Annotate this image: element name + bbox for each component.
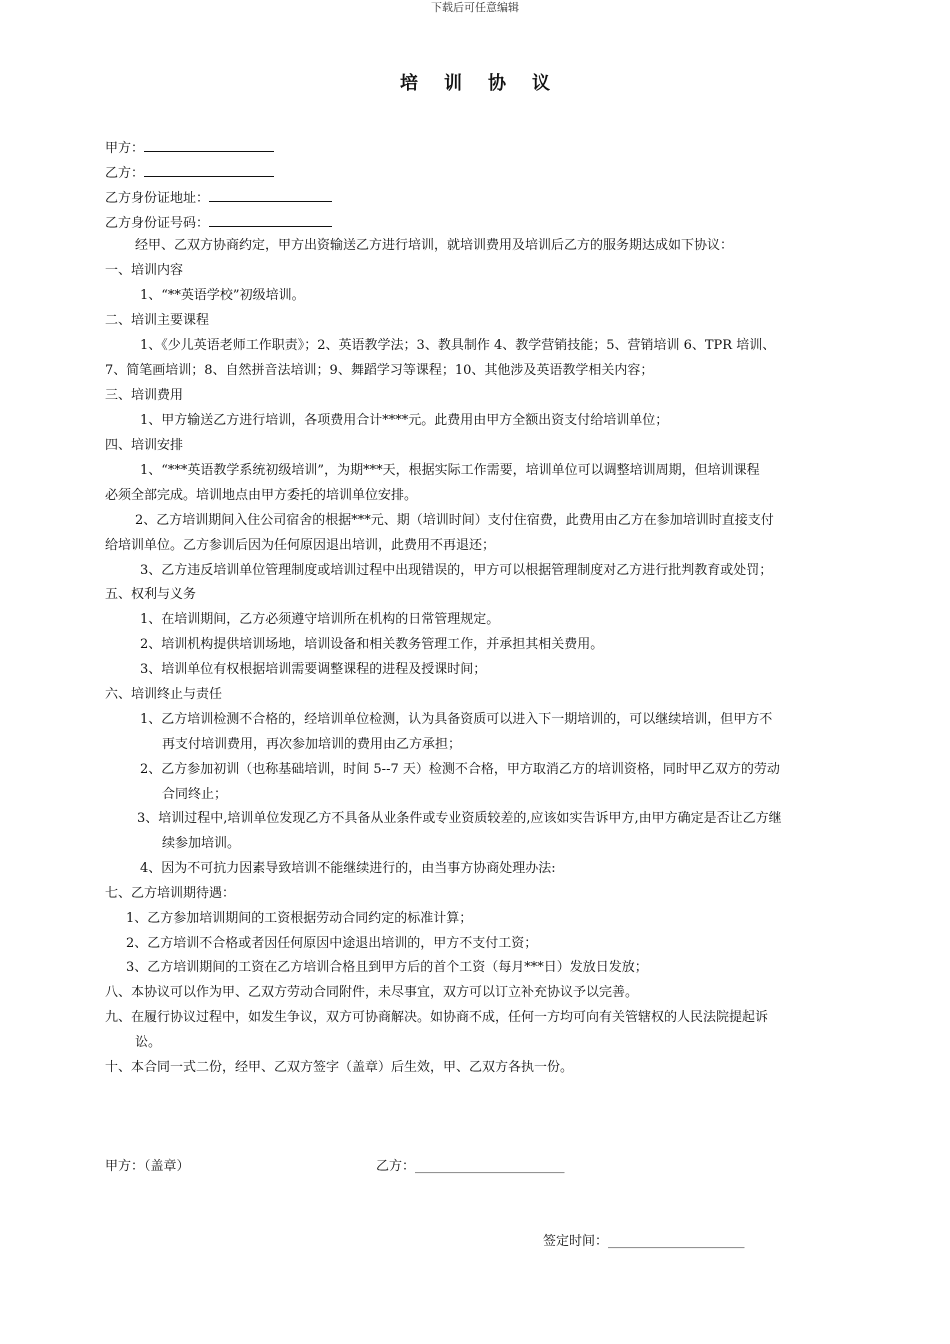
section-3-item-1: 1、甲方输送乙方进行培训，各项费用合计****元。此费用由甲方全额出资支付给培训单位；	[140, 413, 669, 428]
section-2-heading: 二、培训主要课程	[105, 313, 210, 328]
section-1-heading: 一、培训内容	[105, 263, 184, 278]
section-4-item-2-line-1: 2、乙方培训期间入住公司宿舍的根据***元、期（培训时间）支付住宿费，此费用由乙方在参加培训时直接支付	[135, 513, 774, 528]
page-header: 下载后可任意编辑	[431, 1, 519, 14]
signature-party-b-label: 乙方：	[376, 1159, 416, 1174]
section-7-item-1: 1、乙方参加培训期间的工资根据劳动合同约定的标准计算；	[126, 911, 473, 926]
document-title: 培训协议	[400, 73, 576, 94]
id-address-field	[105, 188, 332, 207]
section-9-line-2: 讼。	[135, 1035, 162, 1050]
section-10: 十、本合同一式二份，经甲、乙双方签字（盖章）后生效，甲、乙双方各执一份。	[105, 1060, 574, 1075]
signing-date	[543, 1234, 745, 1250]
section-3-heading: 三、培训费用	[105, 388, 184, 403]
signing-date-line: _____________________	[608, 1234, 745, 1249]
id-number-label: 乙方身份证号码：	[105, 216, 210, 231]
section-8: 八、本协议可以作为甲、乙双方劳动合同附件，未尽事宜，双方可以订立补充协议予以完善。	[105, 985, 639, 1000]
section-5-item-1: 1、在培训期间，乙方必须遵守培训所在机构的日常管理规定。	[140, 612, 500, 627]
section-6-item-1-line-2: 再支付培训费用，再次参加培训的费用由乙方承担；	[162, 737, 462, 752]
section-5-heading: 五、权利与义务	[105, 587, 197, 602]
party-b-field	[105, 163, 274, 182]
section-6-heading: 六、培训终止与责任	[105, 687, 223, 702]
section-2-line-1: 1、《少儿英语老师工作职责》；2、英语教学法；3、教具制作 4、教学营销技能；5、营销培训 6、TPR 培训、	[140, 338, 776, 353]
section-7-item-2: 2、乙方培训不合格或者因任何原因中途退出培训的，甲方不支付工资；	[126, 936, 538, 951]
party-b-blank	[144, 163, 274, 177]
party-a-blank	[144, 138, 274, 152]
id-address-label: 乙方身份证地址：	[105, 191, 210, 206]
signature-party-b	[376, 1159, 565, 1175]
signature-party-b-line: _______________________	[415, 1159, 565, 1174]
section-6-item-3-line-1: 3、培训过程中,培训单位发现乙方不具备从业条件或专业资质较差的,应该如实告诉甲方,由甲方确定是否让乙方继	[137, 811, 782, 826]
section-6-item-4: 4、因为不可抗力因素导致培训不能继续进行的，由当事方协商处理办法:	[140, 861, 556, 876]
intro-paragraph: 经甲、乙双方协商约定，甲方出资输送乙方进行培训，就培训费用及培训后乙方的服务期达成如下协议：	[135, 238, 734, 253]
section-4-item-1-line-2: 必须全部完成。培训地点由甲方委托的培训单位安排。	[105, 488, 418, 503]
section-7-item-3: 3、乙方培训期间的工资在乙方培训合格且到甲方后的首个工资（每月***日）发放日发放；	[126, 960, 648, 975]
section-5-item-3: 3、培训单位有权根据培训需要调整课程的进程及授课时间；	[140, 662, 487, 677]
section-6-item-2-line-2: 合同终止；	[162, 787, 228, 802]
section-6-item-2-line-1: 2、乙方参加初训（也称基础培训，时间 5--7 天）检测不合格，甲方取消乙方的培训资格，同时甲乙双方的劳动	[140, 762, 780, 777]
section-6-item-3-line-2: 续参加培训。	[162, 836, 241, 851]
party-a-field	[105, 138, 274, 157]
section-4-heading: 四、培训安排	[105, 438, 184, 453]
section-4-item-1-line-1: 1、“***英语教学系统初级培训”，为期***天，根据实际工作需要，培训单位可以调整培训周期，但培训课程	[140, 463, 760, 478]
section-4-item-3: 3、乙方违反培训单位管理制度或培训过程中出现错误的，甲方可以根据管理制度对乙方进行批判教育或处罚；	[140, 563, 773, 578]
party-b-label: 乙方：	[105, 166, 145, 181]
signature-party-a: 甲方：（盖章）	[105, 1159, 190, 1174]
id-address-blank	[209, 188, 332, 202]
id-number-field	[105, 213, 332, 232]
section-6-item-1-line-1: 1、乙方培训检测不合格的，经培训单位检测，认为具备资质可以进入下一期培训的，可以继续培训，但甲方不	[140, 712, 773, 727]
section-2-line-2: 7、简笔画培训；8、自然拼音法培训；9、舞蹈学习等课程；10、其他涉及英语教学相关内容；	[105, 363, 654, 378]
section-1-item-1: 1、“**英语学校”初级培训。	[140, 288, 305, 303]
section-7-heading: 七、乙方培训期待遇：	[105, 886, 236, 901]
signing-date-label: 签定时间：	[543, 1234, 609, 1249]
section-4-item-2-line-2: 给培训单位。乙方参训后因为任何原因退出培训，此费用不再退还；	[105, 538, 496, 553]
section-5-item-2: 2、培训机构提供培训场地，培训设备和相关教务管理工作，并承担其相关费用。	[140, 637, 604, 652]
party-a-label: 甲方：	[105, 141, 145, 156]
id-number-blank	[209, 213, 332, 227]
section-9-line-1: 九、在履行协议过程中，如发生争议，双方可协商解决。如协商不成，任何一方均可向有关管辖权的人民法院提起诉	[105, 1010, 769, 1025]
